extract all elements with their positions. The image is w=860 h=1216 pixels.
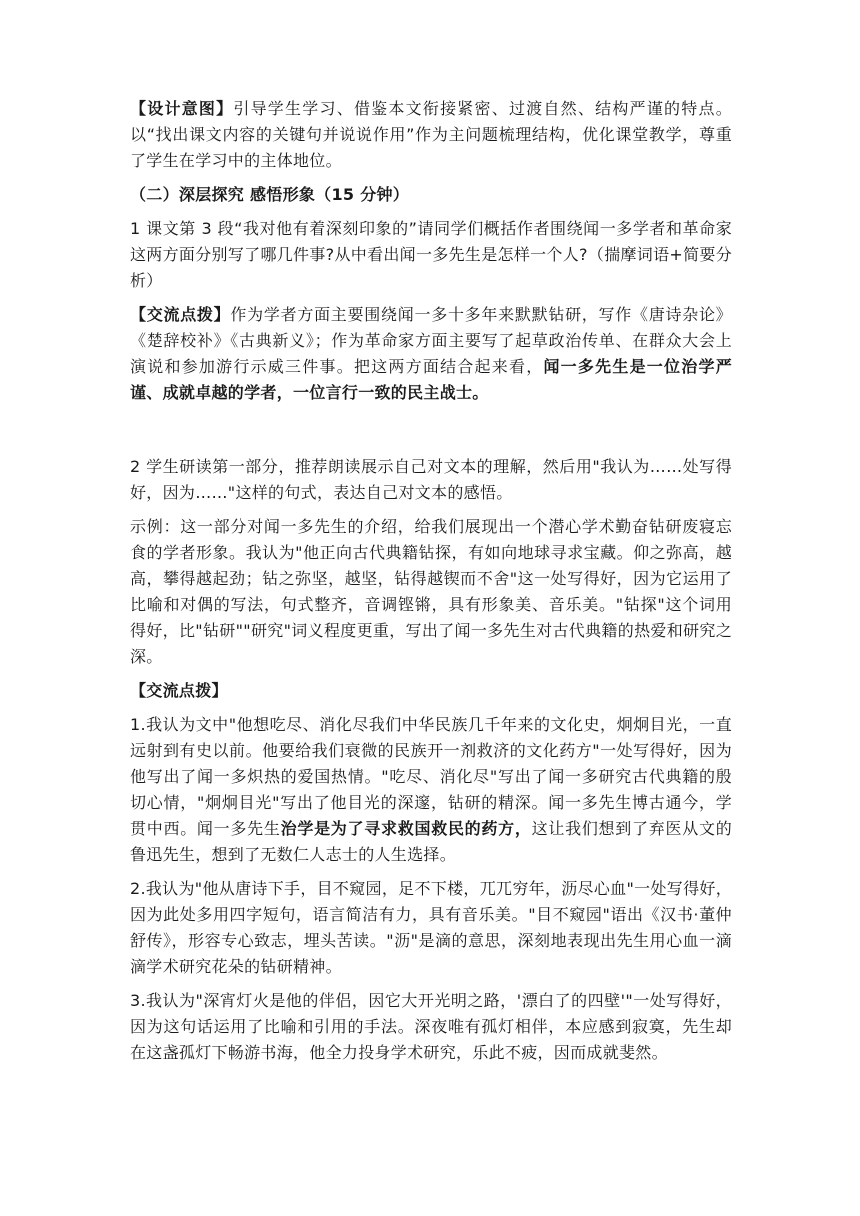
blank-gap [130,414,732,454]
answer-1-bold: 治学是为了寻求救国救民的药方， [280,819,532,838]
answer-1-text-a: 1.我认为文中"他想吃尽、消化尽我们中华民族几千年来的文化史，炯炯目光，一直远射到有史以前。他要给我们衰微的民族开一剂救济的文化药方"一处写得好，因为他写出了闻一多炽热的爱国热情。"吃尽、消化尽"写出了闻一多研究古代典籍的殷切心情，"炯炯目光"写出了他目光的深邃，钻研的精深。闻一多先生博古通今，学贯中西。闻一多先生 [130,715,732,838]
discussion-label-1: 【交流点拨】 [130,305,231,324]
discussion-text-1: 作为学者方面主要围绕闻一多十多年来默默钻研，写作《唐诗杂论》《楚辞校补》《古典新义》；作为革命家方面主要写了起草政治传单、在群众大会上演说和参加游行示威三件事。把这两方面结合起来看， [130,305,732,376]
answer-1 [130,712,732,868]
question-1: 1 课文第 3 段“我对他有着深刻印象的”请同学们概括作者围绕闻一多学者和革命家这两方面分别写了哪几件事?从中看出闻一多先生是怎样一个人?（揣摩词语+简要分析） [130,219,732,290]
design-intent-text: 引导学生学习、借鉴本文衔接紧密、过渡自然、结构严谨的特点。以“找出课文内容的关键句并说说作用”作为主问题梳理结构，优化课堂教学，尊重了学生在学习中的主体地位。 [130,99,732,170]
design-intent-paragraph [130,96,732,174]
document-page [130,96,732,1074]
answer-2: 2.我认为"他从唐诗下手，目不窥园，足不下楼，兀兀穷年，沥尽心血"一处写得好，因为此处多用四字短句，语言简洁有力，具有音乐美。"目不窥园"语出《汉书·董仲舒传》，形容专心致志，埋头苦读。"沥"是滴的意思，深刻地表现出先生用心血一滴滴学术研究花朵的钻研精神。 [130,879,732,976]
answer-3: 3.我认为"深宵灯火是他的伴侣，因它大开光明之路，'漂白了的四壁'"一处写得好，因为这句话运用了比喻和引用的手法。深夜唯有孤灯相伴，本应感到寂寞，先生却在这盏孤灯下畅游书海，他全力投身学术研究，乐此不疲，因而成就斐然。 [130,991,732,1062]
discussion-conclusion: 闻一多先生是一位治学严谨、成就卓越的学者，一位言行一致的民主战士。 [130,357,732,402]
discussion-paragraph-1 [130,302,732,406]
answer-1-text-b: 这让我们想到了弃医从文的鲁迅先生，想到了无数仁人志士的人生选择。 [130,819,732,864]
section-heading: （二）深层探究 感悟形象（15 分钟） [130,185,410,204]
question-2: 2 学生研读第一部分，推荐朗读展示自己对文本的理解，然后用"我认为……处写得好，因为……"这样的句式，表达自己对文本的感悟。 [130,457,732,502]
example-paragraph: 示例：这一部分对闻一多先生的介绍，给我们展现出一个潜心学术勤奋钻研废寝忘食的学者形象。我认为"他正向古代典籍钻探，有如向地球寻求宝藏。仰之弥高，越高，攀得越起劲；钻之弥坚，越坚，钻得越锲而不舍"这一处写得好，因为它运用了比喻和对偶的写法，句式整齐，音调铿锵，具有形象美、音乐美。"钻探"这个词用得好，比"钻研""研究"词义程度更重，写出了闻一多先生对古代典籍的热爱和研究之深。 [130,517,732,666]
discussion-label-2: 【交流点拨】 [130,681,228,700]
design-intent-label: 【设计意图】 [130,99,234,118]
